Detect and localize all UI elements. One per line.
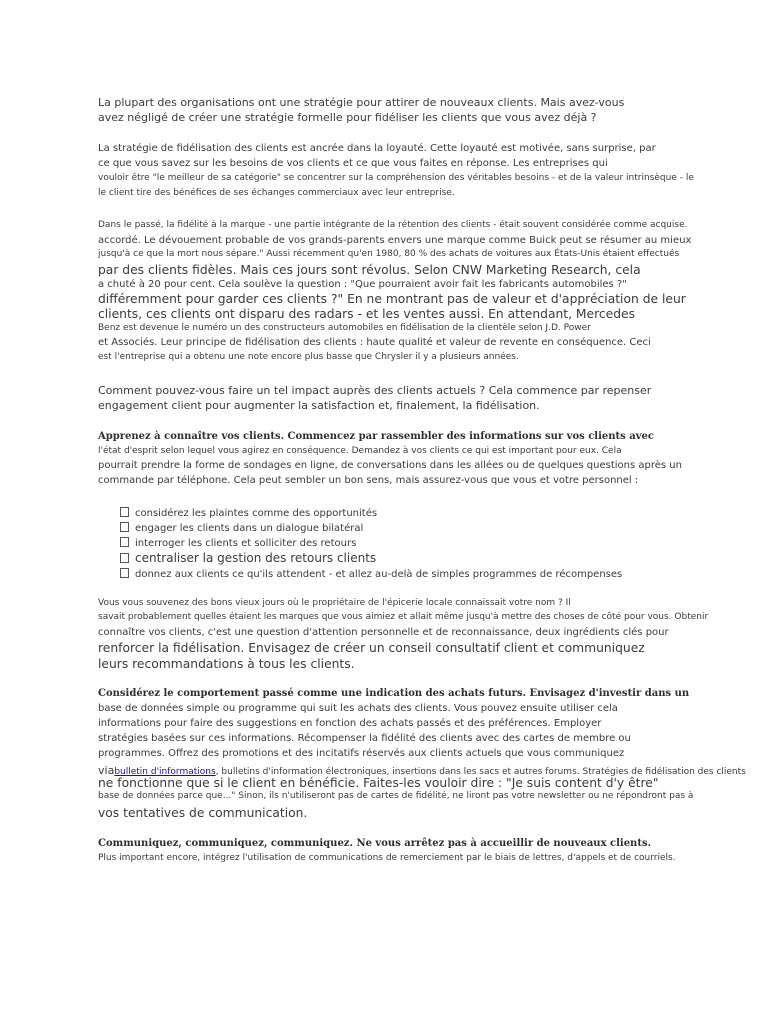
database-line-6: ne fonctionne que si le client en bénéficie. Faites-les vouloir dire : "Je suis content d'y être" bbox=[98, 776, 659, 790]
know-line-3: commande par téléphone. Cela peut sembler un bon sens, mais assurez-vous que vous et votre personnel : bbox=[98, 475, 639, 486]
history-line-6: différemment pour garder ces clients ?" En ne montrant pas de valeur et d'appréciation de leur bbox=[98, 292, 686, 306]
history-line-3: jusqu'à ce que la mort nous sépare." Aussi récemment qu'en 1980, 80 % des achats de voitures aux États-Unis étaient effectués bbox=[98, 249, 680, 259]
checkbox-icon bbox=[120, 553, 129, 563]
list-item: considérez les plaintes comme des opportunités bbox=[120, 507, 377, 519]
database-line-2: informations pour faire des suggestions en fonction des achats passés et des préférences. Employer bbox=[98, 718, 602, 729]
newsletter-link[interactable]: bulletin d'informations bbox=[114, 767, 216, 777]
database-line-1: base de données simple ou programme qui suit les achats des clients. Vous pouvez ensuite utiliser cela bbox=[98, 703, 618, 714]
retention-line-4: le client tire des bénéfices de ses échanges commerciaux avec leur entreprise. bbox=[98, 188, 455, 198]
checkbox-icon bbox=[120, 537, 129, 547]
database-line-4: programmes. Offrez des promotions et des incitatifs réservés aux clients actuels que vous communiquez bbox=[98, 748, 625, 759]
intro-line-1: La plupart des organisations ont une stratégie pour attirer de nouveaux clients. Mais avez-vous bbox=[98, 96, 625, 109]
history-line-7: clients, ces clients ont disparu des radars - et les ventes aussi. En attendant, Mercedes bbox=[98, 307, 635, 321]
checkbox-icon bbox=[120, 522, 129, 532]
retention-line-1: La stratégie de fidélisation des clients est ancrée dans la loyauté. Cette loyauté est motivée, sans surprise, par bbox=[98, 143, 656, 154]
heading-past-behavior: Considérez le comportement passé comme une indication des achats futurs. Envisagez d'investir dans un bbox=[98, 688, 690, 699]
history-line-5: a chuté à 20 pour cent. Cela soulève la question : "Que pourraient avoir fait les fabricants automobiles ?" bbox=[98, 279, 627, 290]
database-line-7: base de données parce que..." Sinon, ils n'utiliseront pas de cartes de fidélité, ne liront pas votre newsletter ou ne répondront pas à bbox=[98, 791, 694, 801]
heading-communicate: Communiquez, communiquez, communiquez. Ne vous arrêtez pas à accueillir de nouveaux clients. bbox=[98, 838, 652, 849]
list-item: donnez aux clients ce qu'ils attendent - et allez au-delà de simples programmes de récompenses bbox=[120, 568, 622, 580]
history-line-9: et Associés. Leur principe de fidélisation des clients : haute qualité et valeur de revente en conséquence. Ceci bbox=[98, 337, 651, 348]
list-item: interroger les clients et solliciter des retours bbox=[120, 537, 356, 549]
list-item: engager les clients dans un dialogue bilatéral bbox=[120, 522, 363, 534]
communicate-line-1: Plus important encore, intégrez l'utilisation de communications de remerciement par le biais de lettres, d'appels et de courriels. bbox=[98, 853, 676, 863]
database-line-8: vos tentatives de communication. bbox=[98, 806, 308, 820]
intro-line-2: avez négligé de créer une stratégie formelle pour fidéliser les clients que vous avez déjà ? bbox=[98, 111, 597, 124]
impact-line-2: engagement client pour augmenter la satisfaction et, finalement, la fidélisation. bbox=[98, 399, 540, 412]
history-line-8: Benz est devenue le numéro un des constructeurs automobiles en fidélisation de la clientèle selon J.D. Power bbox=[98, 323, 591, 333]
database-line-3: stratégies basées sur ces informations. Récompenser la fidélité des clients avec des cartes de membre ou bbox=[98, 733, 631, 744]
history-line-2: accordé. Le dévouement probable de vos grands-parents envers une marque comme Buick peut se résumer au mieux bbox=[98, 235, 692, 246]
grocer-line-5: leurs recommandations à tous les clients. bbox=[98, 657, 355, 671]
database-line-5-rest: , bulletins d'information électroniques, insertions dans les sacs et autres forums. Stratégies de fidélisation des clients bbox=[215, 767, 746, 777]
impact-line-1: Comment pouvez-vous faire un tel impact auprès des clients actuels ? Cela commence par repenser bbox=[98, 384, 652, 397]
know-line-2: pourrait prendre la forme de sondages en ligne, de conversations dans les allées ou de quelques questions après un bbox=[98, 460, 682, 471]
checkbox-icon bbox=[120, 568, 129, 578]
retention-line-3: vouloir être "le meilleur de sa catégorie" se concentrer sur la compréhension des véritables besoins - et de la valeur intrinsèque - le bbox=[98, 173, 694, 183]
grocer-line-1: Vous vous souvenez des bons vieux jours où le propriétaire de l'épicerie locale connaissait votre nom ? Il bbox=[98, 598, 571, 608]
grocer-line-2: savait probablement quelles étaient les marques que vous aimiez et allait même jusqu'à mettre des choses de côté pour vous. Obtenir bbox=[98, 612, 709, 622]
history-line-4: par des clients fidèles. Mais ces jours sont révolus. Selon CNW Marketing Research, cela bbox=[98, 263, 641, 277]
retention-line-2: ce que vous savez sur les besoins de vos clients et ce que vous faites en réponse. Les entreprises qui bbox=[98, 158, 608, 169]
history-line-10: est l'entreprise qui a obtenu une note encore plus basse que Chrysler il y a plusieurs années. bbox=[98, 352, 519, 362]
heading-know-customers: Apprenez à connaître vos clients. Commencez par rassembler des informations sur vos clients avec bbox=[98, 431, 655, 442]
list-item: centraliser la gestion des retours clients bbox=[120, 551, 376, 565]
history-line-1: Dans le passé, la fidélité à la marque - une partie intégrante de la rétention des clients - était souvent considérée comme acquise. bbox=[98, 220, 688, 230]
checkbox-icon bbox=[120, 507, 129, 517]
grocer-line-3: connaître vos clients, c'est une question d'attention personnelle et de reconnaissance, deux ingrédients clés pour bbox=[98, 627, 669, 638]
via-text: via bbox=[98, 764, 115, 777]
know-line-1: l'état d'esprit selon lequel vous agirez en conséquence. Demandez à vos clients ce qui est important pour eux. Cela bbox=[98, 446, 622, 456]
grocer-line-4: renforcer la fidélisation. Envisagez de créer un conseil consultatif client et communiquez bbox=[98, 641, 645, 655]
